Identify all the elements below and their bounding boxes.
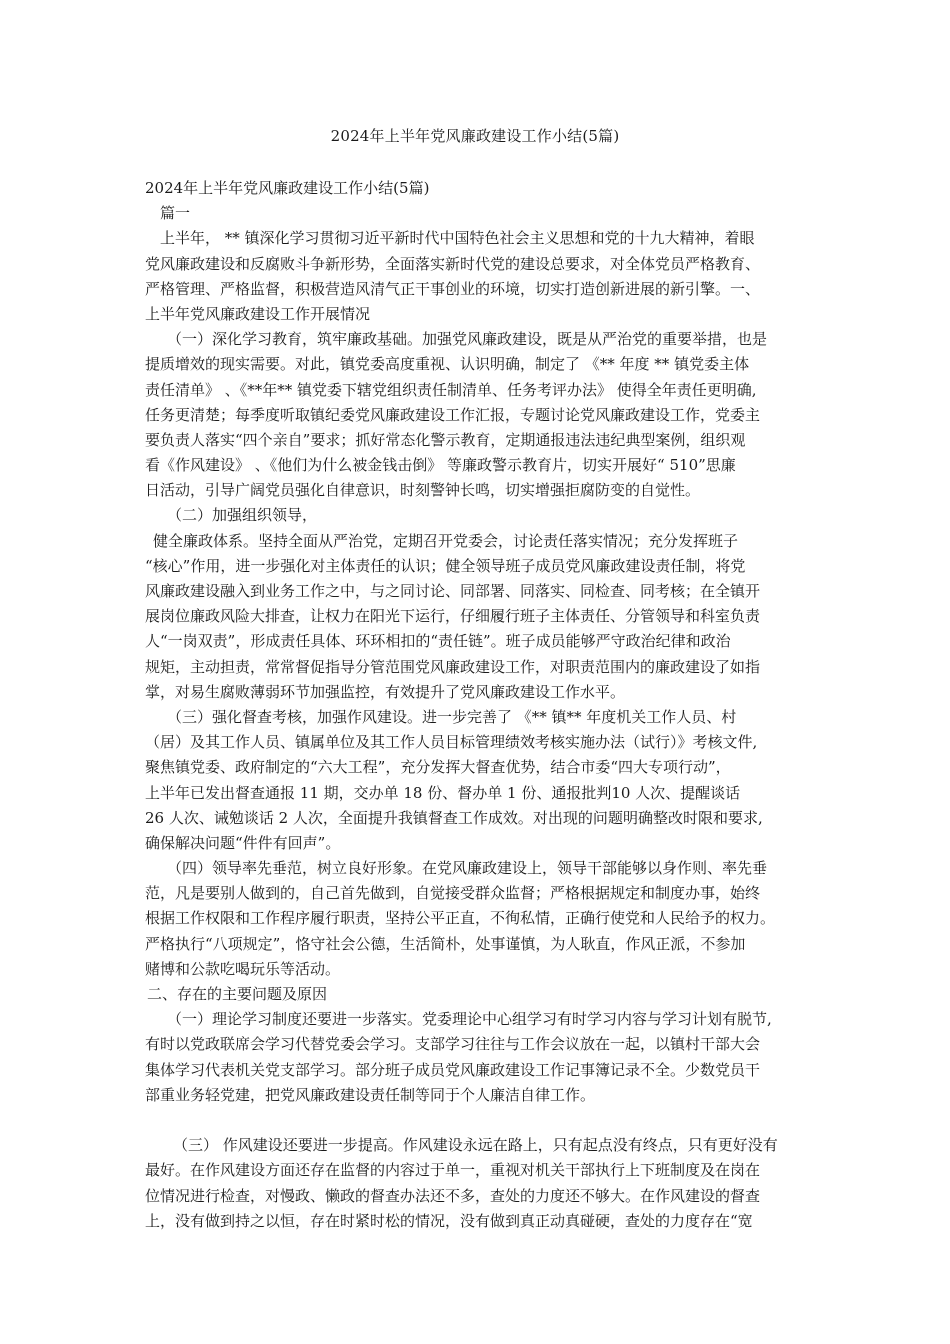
- paragraph-line: 范，凡是要别人做到的，自己首先做到，自觉接受群众监督；严格根据规定和制度办事，始终: [145, 884, 761, 903]
- section-heading: 上半年党风廉政建设工作开展情况: [145, 304, 371, 323]
- paragraph-line: 责任清单》 、《**年** 镇党委下辖党组织责任制清单、任务考评办法》 使得全年责任更明确,: [145, 380, 757, 399]
- paragraph-gap: [145, 1108, 817, 1133]
- paragraph-line: 赌博和公款吃喝玩乐等活动。: [145, 959, 341, 978]
- document-subtitle: 2024年上半年党风廉政建设工作小结(5篇): [145, 179, 430, 197]
- paragraph-line: 位情况进行检查，对慢政、懒政的督查办法还不多，查处的力度还不够大。在作风建设的督查: [145, 1186, 761, 1205]
- paragraph-line: 提质增效的现实需要。对此，镇党委高度重视、认识明确，制定了 《** 年度 ** 镇党委主体: [145, 355, 750, 374]
- paragraph-line: 看《作风建设》 、《他们为什么被金钱击倒》 等廉政警示教育片，切实开展好“ 510”思廉: [145, 456, 736, 475]
- section-heading: 二、存在的主要问题及原因: [147, 985, 328, 1003]
- paragraph-line: 上半年， ** 镇深化学习贯彻习近平新时代中国特色社会主义思想和党的十九大精神，着眼: [160, 229, 755, 248]
- paragraph-line: 有时以党政联席会学习代替党委会学习。支部学习往往与工作会议放在一起，以镇村干部大会: [145, 1035, 761, 1054]
- paragraph-line: （三）强化督查考核，加强作风建设。进一步完善了 《** 镇** 年度机关工作人员、村: [167, 707, 737, 726]
- paragraph-line: 人“一岗双责”，形成责任具体、环环相扣的“责任链”。班子成员能够严守政治纪律和政治: [145, 632, 731, 651]
- paragraph-line: 集体学习代表机关党支部学习。部分班子成员党风廉政建设工作记事簿记录不全。少数党员干: [145, 1060, 761, 1079]
- paragraph-line: 健全廉政体系。坚持全面从严治党，定期召开党委会，讨论责任落实情况；充分发挥班子: [153, 531, 739, 550]
- section-heading: （二）加强组织领导，: [167, 506, 318, 525]
- paragraph-line: 26 人次、诫勉谈话 2 人次，全面提升我镇督查工作成效。对出现的问题明确整改时限和要求,: [145, 808, 763, 827]
- section-heading: 篇一: [160, 204, 191, 223]
- paragraph-line: 确保解决问题“件件有回声”。: [145, 833, 341, 852]
- paragraph-line: 展岗位廉政风险大排查，让权力在阳光下运行，仔细履行班子主体责任、分管领导和科室负责: [145, 607, 761, 626]
- paragraph-line: 任务更清楚；每季度听取镇纪委党风廉政建设工作汇报，专题讨论党风廉政建设工作，党委主: [145, 405, 761, 424]
- paragraph-line: （一）深化学习教育，筑牢廉政基础。加强党风廉政建设，既是从严治党的重要举措，也是: [167, 330, 768, 349]
- paragraph-line: （四）领导率先垂范，树立良好形象。在党风廉政建设上，领导干部能够以身作则、率先垂: [167, 859, 768, 878]
- paragraph-line: 严格管理、严格监督，积极营造风清气正干事创业的环境，切实打造创新进展的新引擎。一、: [145, 279, 761, 298]
- paragraph-line: “核心”作用，进一步强化对主体责任的认识；健全领导班子成员党风廉政建设责任制，将党: [145, 556, 746, 575]
- paragraph-line: （三） 作风建设还要进一步提高。作风建设永远在路上，只有起点没有终点，只有更好没有: [173, 1136, 778, 1155]
- paragraph-line: 根据工作权限和工作程序履行职责，坚持公平正直，不徇私情，正确行使党和人民给予的权力。: [145, 909, 776, 928]
- page-title: 2024年上半年党风廉政建设工作小结(5篇): [330, 127, 620, 145]
- paragraph-line: 风廉政建设融入到业务工作之中，与之同讨论、同部署、同落实、同检查、同考核；在全镇开: [145, 582, 761, 600]
- paragraph-line: 规矩，主动担责，常常督促指导分管范围党风廉政建设工作，对职责范围内的廉政建设了如指: [145, 657, 761, 676]
- paragraph-line: 部重业务轻党建，把党风廉政建设责任制等同于个人廉洁自律工作。: [145, 1085, 596, 1104]
- paragraph-line: 党风廉政建设和反腐败斗争新形势，全面落实新时代党的建设总要求，对全体党员严格教育、: [145, 254, 761, 273]
- paragraph-line: （居）及其工作人员、镇属单位及其工作人员目标管理绩效考核实施办法（试行）》考核文件,: [145, 733, 758, 752]
- paragraph-line: 上，没有做到持之以恒，存在时紧时松的情况，没有做到真正动真碰硬，查处的力度存在“宽: [145, 1211, 753, 1230]
- paragraph-line: 上半年已发出督查通报 11 期，交办单 18 份、督办单 1 份、通报批判10 人次、提醒谈话: [145, 783, 741, 802]
- paragraph-line: 严格执行“八项规定”，恪守社会公德，生活简朴，处事谨慎，为人耿直，作风正派，不参加: [145, 934, 746, 953]
- paragraph-line: 日活动，引导广阔党员强化自律意识，时刻警钟长鸣，切实增强拒腐防变的自觉性。: [145, 481, 701, 500]
- paragraph-line: 要负责人落实“四个亲自”要求；抓好常态化警示教育，定期通报违法违纪典型案例，组织观: [145, 430, 746, 449]
- document-body: [145, 176, 817, 1234]
- paragraph-line: 掌，对易生腐败薄弱环节加强监控，有效提升了党风廉政建设工作水平。: [145, 682, 626, 701]
- paragraph-line: 最好。在作风建设方面还存在监督的内容过于单一，重视对机关干部执行上下班制度及在岗在: [145, 1161, 761, 1180]
- paragraph-line: （一）理论学习制度还要进一步落实。党委理论中心组学习有时学习内容与学习计划有脱节,: [167, 1010, 772, 1029]
- paragraph-line: 聚焦镇党委、政府制定的“六大工程”，充分发挥大督查优势，结合市委“四大专项行动”，: [145, 758, 731, 777]
